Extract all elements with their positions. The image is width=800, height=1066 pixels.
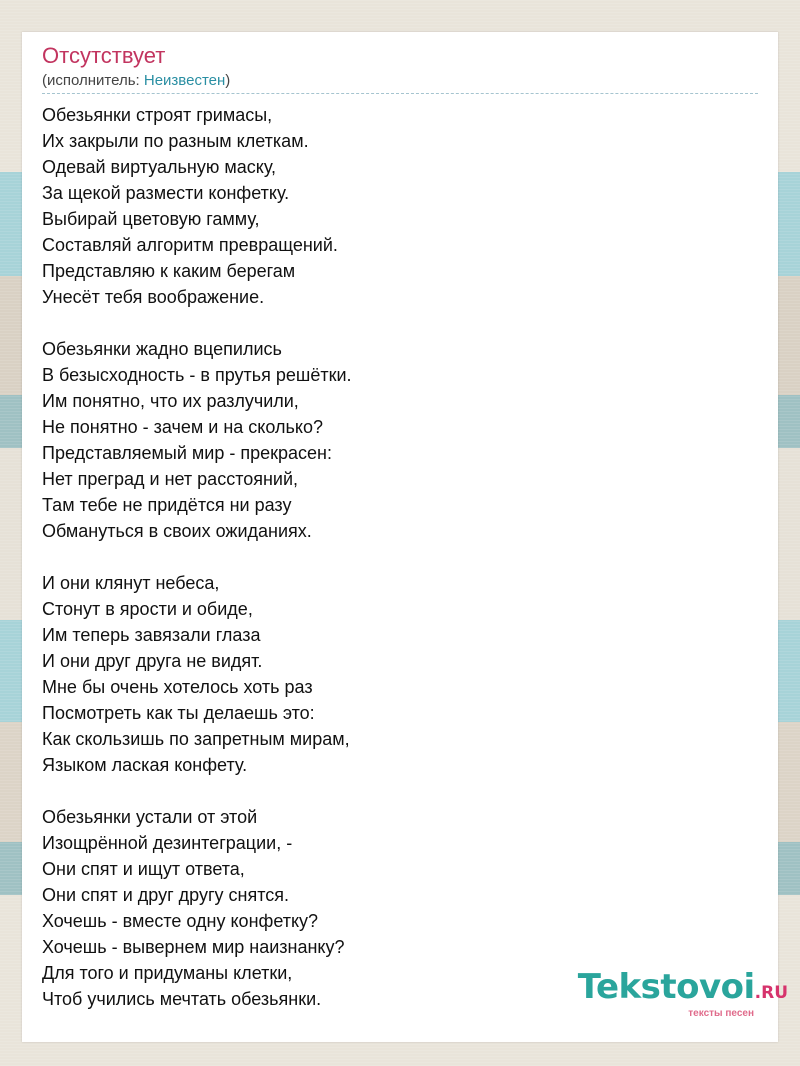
lyric-line: Выбирай цветовую гамму, (42, 209, 260, 229)
lyric-line: Изощрённой дезинтеграции, - (42, 833, 293, 853)
title-divider (42, 93, 758, 94)
logo-wordmark (577, 967, 788, 1010)
lyric-line: Не понятно - зачем и на сколько? (42, 417, 323, 437)
stanza (42, 336, 742, 544)
lyric-line: Посмотреть как ты делаешь это: (42, 703, 315, 723)
lyrics-card (22, 32, 778, 1042)
lyric-line: Их закрыли по разным клеткам. (42, 131, 309, 151)
logo-name: Tekstovoi (577, 967, 755, 1007)
lyric-line: Одевай виртуальную маску, (42, 157, 277, 177)
lyric-line: Чтоб учились мечтать обезьянки. (42, 989, 322, 1009)
lyric-line: Нет преград и нет расстояний, (42, 469, 299, 489)
lyrics-text (42, 102, 742, 1038)
lyric-line: Они спят и ищут ответа, (42, 859, 245, 879)
lyric-line: Хочешь - вывернем мир наизнанку? (42, 937, 345, 957)
lyric-line: Представляю к каким берегам (42, 261, 296, 281)
lyric-line: Обезьянки устали от этой (42, 807, 258, 827)
lyric-line: Как скользишь по запретным мирам, (42, 729, 350, 749)
lyric-line: Хочешь - вместе одну конфетку? (42, 911, 319, 931)
artist-link[interactable]: Неизвестен (143, 72, 226, 89)
stanza (42, 570, 742, 778)
song-title: Отсутствует (42, 43, 166, 68)
lyric-line: В безысходность - в прутья решётки. (42, 365, 352, 385)
lyric-line: Им теперь завязали глаза (42, 625, 261, 645)
stanza (42, 102, 742, 310)
lyric-line: Унесёт тебя воображение. (42, 287, 265, 307)
lyric-line: Обезьянки строят гримасы, (42, 105, 273, 125)
lyric-line: И они клянут небеса, (42, 573, 220, 593)
lyric-line: Там тебе не придётся ни разу (42, 495, 292, 515)
logo-tld: .RU (754, 983, 788, 1003)
lyric-line: Обезьянки жадно вцепились (42, 339, 282, 359)
lyric-line: Представляемый мир - прекрасен: (42, 443, 332, 463)
lyric-line: Для того и придуманы клетки, (42, 963, 293, 983)
lyric-line: Составляй алгоритм превращений. (42, 235, 338, 255)
lyric-line: Обмануться в своих ожиданиях. (42, 521, 312, 541)
artist-prefix: (исполнитель: (42, 72, 144, 89)
lyric-line: Мне бы очень хотелось хоть раз (42, 677, 313, 697)
artist-line (42, 72, 230, 89)
site-logo[interactable] (577, 967, 788, 1019)
logo-tagline: тексты песен (688, 1008, 754, 1019)
lyric-line: За щекой размести конфетку. (42, 183, 290, 203)
lyric-line: Им понятно, что их разлучили, (42, 391, 299, 411)
artist-suffix: ) (225, 72, 231, 89)
lyric-line: Стонут в ярости и обиде, (42, 599, 253, 619)
lyric-line: Языком лаская конфету. (42, 755, 248, 775)
lyric-line: Они спят и друг другу снятся. (42, 885, 290, 905)
lyric-line: И они друг друга не видят. (42, 651, 263, 671)
